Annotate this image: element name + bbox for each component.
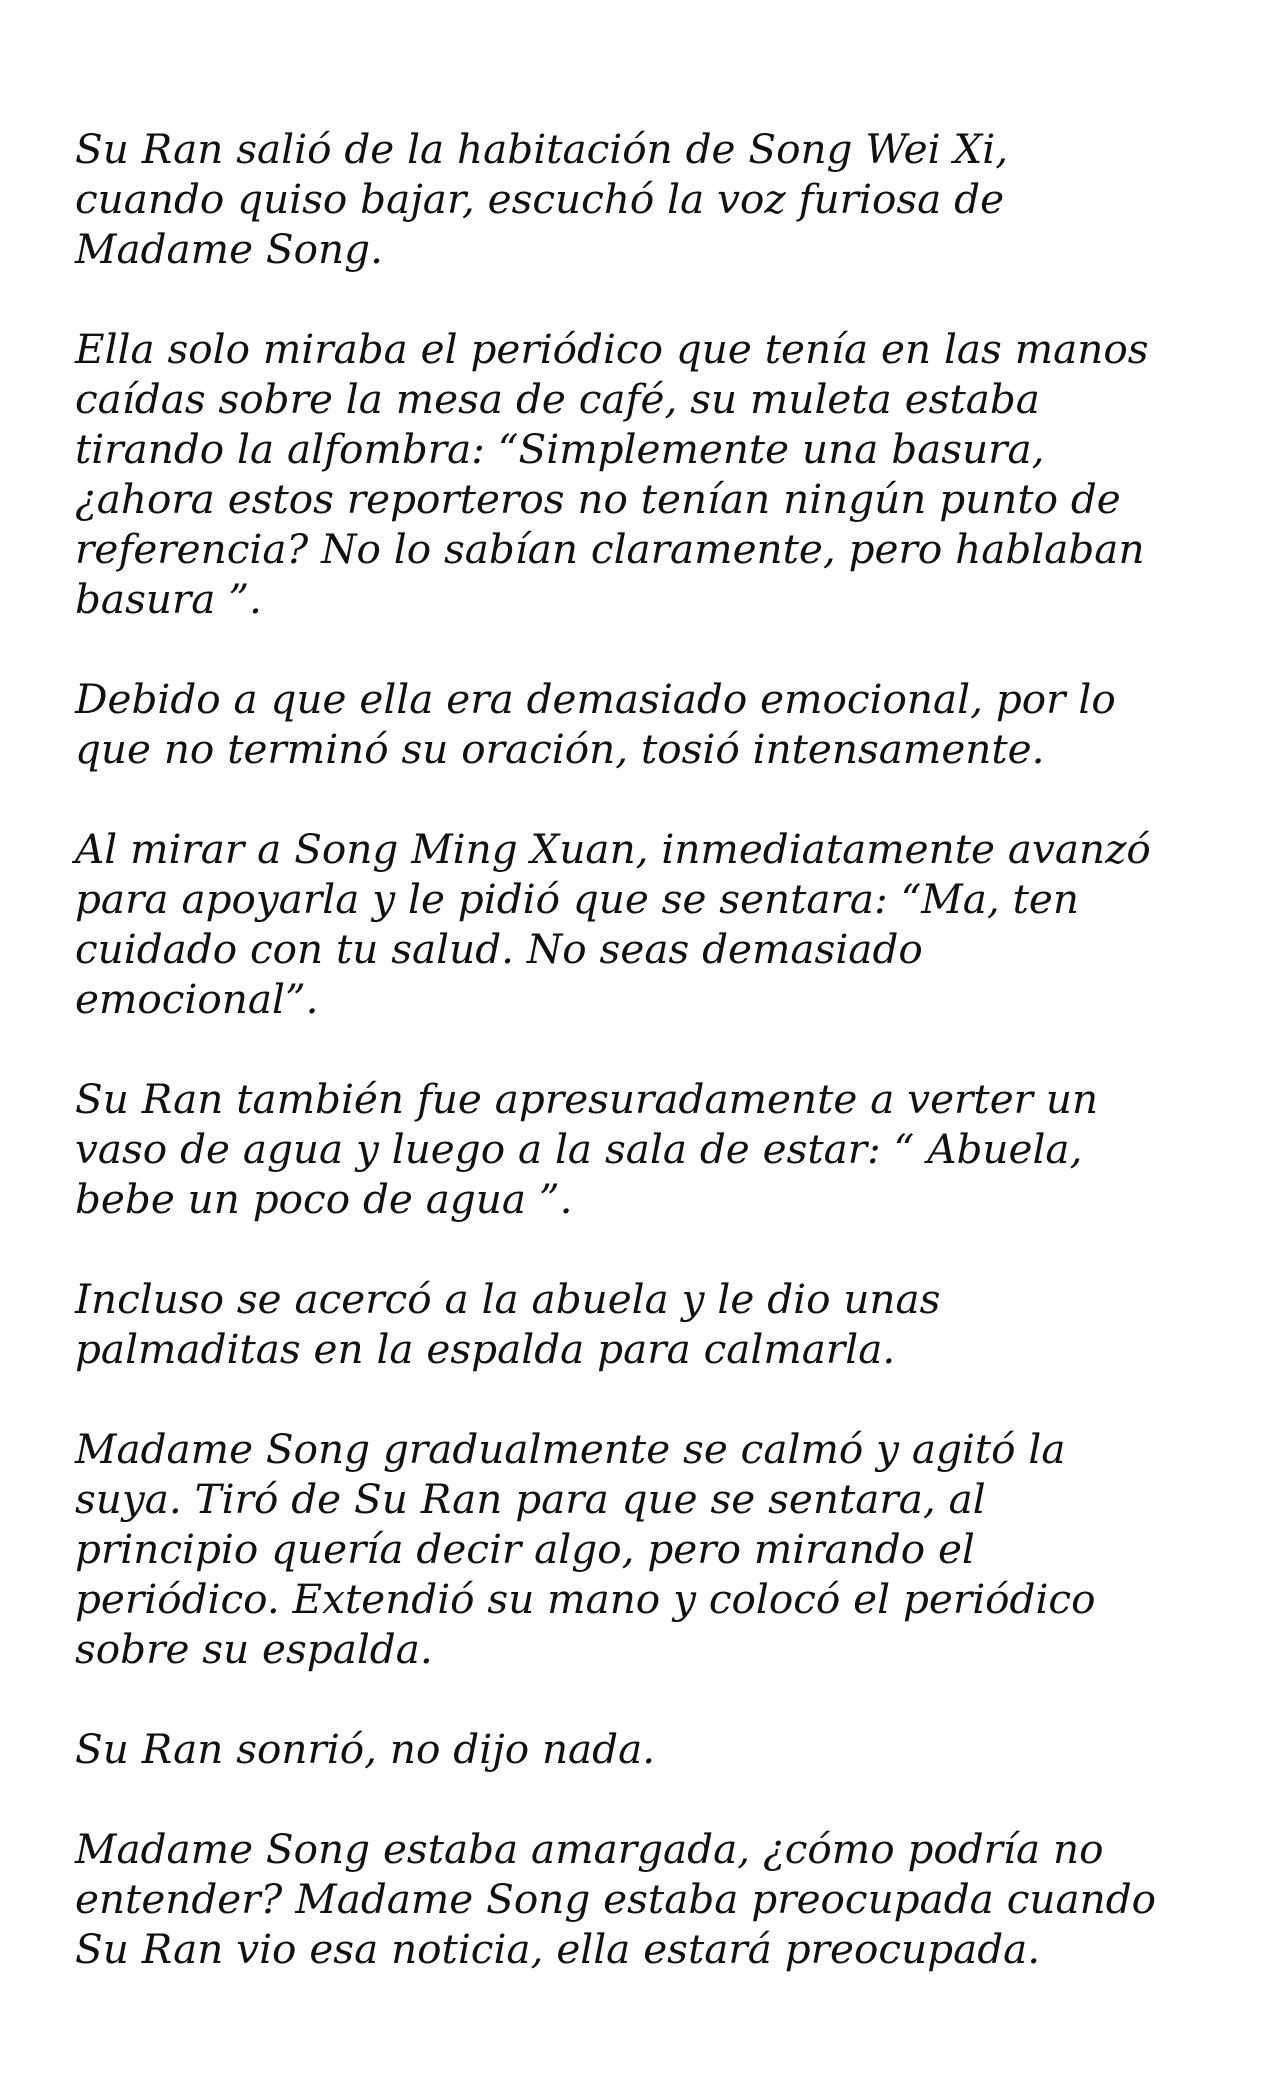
paragraph-2: Ella solo miraba el periódico que tenía en las manos caídas sobre la mesa de café, su muleta estaba tirando la alfombra: “Simplemente una basura, ¿ahora estos reporteros no tenían ningún punto de referencia? No lo sabían claramente, pero hablaban basura ”. [75,325,1149,623]
paragraph-4: Al mirar a Song Ming Xuan, inmediatamente avanzó para apoyarla y le pidió que se sentara: “Ma, ten cuidado con tu salud. No seas demasiado emocional”. [75,825,1151,1023]
paragraph-3: Debido a que ella era demasiado emocional, por lo que no terminó su oración, tosió intensamente. [75,675,1116,773]
paragraph-1: Su Ran salió de la habitación de Song Wei Xi, cuando quiso bajar, escuchó la voz furiosa de Madame Song. [75,125,1009,273]
paragraph-5: Su Ran también fue apresuradamente a verter un vaso de agua y luego a la sala de estar: “ Abuela, bebe un poco de agua ”. [75,1075,1099,1223]
paragraph-7: Madame Song gradualmente se calmó y agitó la suya. Tiró de Su Ran para que se sentara, al principio quería decir algo, pero mirando el periódico. Extendió su mano y colocó el periódico sobre su espalda. [75,1425,1096,1673]
paragraph-9: Madame Song estaba amargada, ¿cómo podría no entender? Madame Song estaba preocupada cuando Su Ran vio esa noticia, ella estará preocupada. [75,1825,1157,1973]
paragraph-8: Su Ran sonrió, no dijo nada. [75,1725,656,1773]
paragraph-6: Incluso se acercó a la abuela y le dio unas palmaditas en la espalda para calmarla. [75,1275,941,1373]
